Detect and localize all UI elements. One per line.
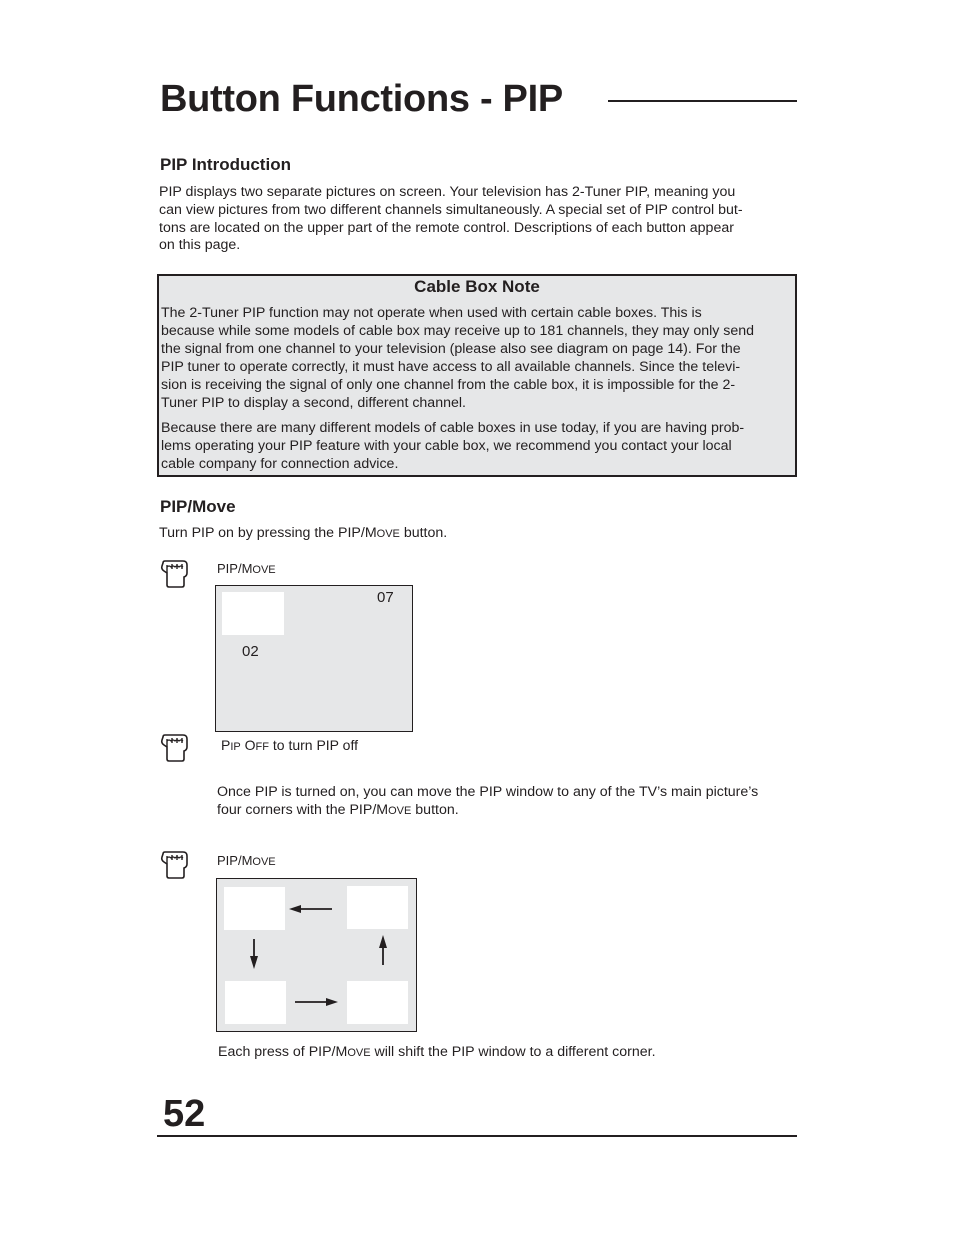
text-run: PIP/M <box>217 853 253 868</box>
intro-paragraph <box>159 184 799 255</box>
tv-screen-pip-move <box>216 878 417 1032</box>
text-run: Turn PIP on by pressing the PIP/M <box>159 525 377 541</box>
pip-move-button-label-1 <box>217 561 276 576</box>
pip-channel-number: 02 <box>242 643 259 660</box>
text-run: O <box>244 737 256 753</box>
cable-box-note <box>157 274 797 477</box>
note-line: because while some models of cable box may receive up to 181 channels, they may only send <box>161 323 755 339</box>
text-run: Each press of PIP/M <box>218 1044 348 1060</box>
title-rule <box>608 100 797 102</box>
hand-press-icon <box>159 851 189 879</box>
intro-line: can view pictures from two different channels simultaneously. A special set of PIP control but- <box>159 201 743 218</box>
text-run: will shift the PIP window to a different corner. <box>370 1044 656 1060</box>
text-run: PIP/M <box>217 561 253 576</box>
intro-line: on this page. <box>159 237 241 254</box>
move-explanation <box>217 784 807 821</box>
footer-rule <box>157 1135 797 1137</box>
text-run: P <box>221 737 231 753</box>
turn-on-instruction <box>159 525 447 544</box>
note-line: lems operating your PIP feature with your cable box, we recommend you contact your local <box>161 438 732 454</box>
intro-line: tons are located on the upper part of the remote control. Descriptions of each button appear <box>159 219 734 236</box>
arrow-right-icon <box>295 998 338 1006</box>
hand-press-icon <box>159 734 189 762</box>
note-line: PIP tuner to operate correctly, it must have access to all available channels. Since the televi- <box>161 359 741 375</box>
page-number: 52 <box>163 1093 206 1135</box>
text-line <box>217 802 807 821</box>
note-line: Because there are many different models of cable boxes in use today, if you are having prob- <box>161 420 745 436</box>
move-caption <box>218 1044 656 1063</box>
text-run-smallcaps: FF <box>255 741 269 753</box>
page-title: Button Functions - PIP <box>160 78 563 120</box>
main-channel-number: 07 <box>377 589 394 606</box>
text-run-smallcaps: IP <box>230 741 241 753</box>
hand-press-icon <box>159 560 189 588</box>
text-run: button. <box>399 525 448 541</box>
note-line: The 2-Tuner PIP function may not operate when used with certain cable boxes. This is <box>161 305 702 321</box>
note-line: cable company for connection advice. <box>161 456 399 472</box>
note-line: Tuner PIP to display a second, different channel. <box>161 395 466 411</box>
text-run-smallcaps: OVE <box>376 528 400 540</box>
arrow-up-icon <box>379 935 387 965</box>
note-paragraph-1 <box>161 304 799 412</box>
text-run: button. <box>411 801 459 818</box>
tv-screen-pip-on <box>215 585 413 732</box>
intro-heading: PIP Introduction <box>160 155 291 174</box>
text-run: to turn PIP off <box>268 737 358 753</box>
text-run-smallcaps: OVE <box>252 564 276 576</box>
intro-line: PIP displays two separate pictures on screen. Your television has 2-Tuner PIP, meaning you <box>159 184 736 200</box>
text-run-smallcaps: OVE <box>347 1047 371 1059</box>
note-heading: Cable Box Note <box>414 277 540 296</box>
arrow-down-icon <box>250 939 258 969</box>
text-run-smallcaps: OVE <box>252 856 276 868</box>
note-line: the signal from one channel to your television (please also see diagram on page 14). For the <box>161 341 741 357</box>
text-line: Once PIP is turned on, you can move the PIP window to any of the TV’s main picture’s <box>217 784 759 800</box>
note-line: sion is receiving the signal of only one channel from the cable box, it is impossible for the 2- <box>161 377 736 393</box>
move-arrows <box>217 879 416 1031</box>
note-paragraph-2 <box>161 419 799 473</box>
pip-window <box>222 592 284 635</box>
text-run-smallcaps: OVE <box>388 804 412 817</box>
text-run: four corners with the PIP/M <box>217 801 389 818</box>
pip-off-instruction <box>221 737 358 753</box>
arrow-left-icon <box>289 905 332 913</box>
pip-move-heading: PIP/Move <box>160 497 236 516</box>
pip-move-button-label-2 <box>217 853 276 868</box>
